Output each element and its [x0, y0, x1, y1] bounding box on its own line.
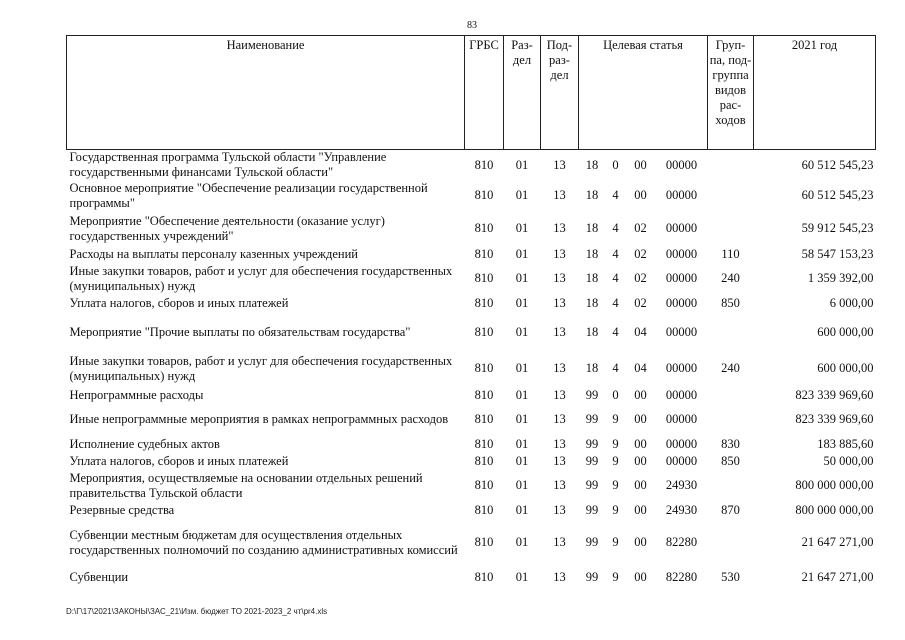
row-podrazdel: 13 [553, 411, 566, 426]
row-razdel: 01 [515, 361, 529, 375]
row-group: 850 [721, 296, 740, 310]
row-name: Основное мероприятие "Обеспечение реализации государственной программы" [69, 180, 428, 210]
row-amount: 600 000,00 [817, 324, 874, 339]
row-name: Мероприятия, осуществляемые на основании отдельных решений правительства Тульской области [69, 470, 423, 500]
row-razdel: 01 [515, 411, 529, 426]
row-t1: 18 [585, 221, 599, 235]
row-razdel: 01 [515, 454, 529, 468]
header-razdel: Раз- дел [504, 36, 541, 150]
row-t3: 02 [634, 221, 647, 235]
row-name: Государственная программа Тульской области "Управление государственными финансами Тульской области" [69, 150, 387, 179]
row-t3: 00 [634, 454, 647, 468]
table-row [67, 351, 876, 386]
row-group [708, 519, 754, 566]
row-razdel: 01 [515, 296, 529, 310]
row-amount: 50 000,00 [823, 454, 874, 468]
row-t1: 18 [585, 247, 599, 261]
row-amount: 21 647 271,00 [801, 570, 874, 584]
row-t1: 99 [585, 570, 599, 584]
row-t4: 82280 [665, 570, 698, 584]
row-grbs: 810 [474, 296, 494, 310]
row-name: Исполнение судебных актов [69, 436, 220, 451]
row-grbs: 810 [474, 324, 494, 339]
row-podrazdel: 13 [553, 361, 566, 375]
row-t4: 00000 [665, 324, 698, 339]
header-grbs: ГРБС [465, 36, 504, 150]
row-t4: 82280 [665, 535, 698, 549]
table-header-row [67, 36, 876, 150]
row-t4: 00000 [665, 188, 698, 202]
header-podrazdel: Под- раз- дел [541, 36, 579, 150]
row-amount: 800 000 000,00 [795, 503, 874, 517]
table-row [67, 263, 876, 294]
row-amount: 823 339 969,60 [795, 387, 874, 402]
row-t4: 00000 [665, 454, 698, 468]
table-body [67, 150, 876, 590]
row-t4: 24930 [665, 478, 698, 492]
row-t4: 00000 [665, 271, 698, 285]
row-t1: 18 [585, 271, 599, 285]
row-t3: 00 [634, 157, 647, 172]
row-name: Субвенции местным бюджетам для осуществления отдельных государственных полномочий по созданию административных комиссий [69, 527, 458, 557]
row-amount: 6 000,00 [829, 296, 874, 310]
row-razdel: 01 [515, 221, 529, 235]
row-razdel: 01 [515, 535, 529, 549]
row-podrazdel: 13 [553, 296, 566, 310]
row-group [708, 211, 754, 246]
row-razdel: 01 [515, 324, 529, 339]
row-grbs: 810 [474, 570, 494, 584]
table-row [67, 434, 876, 454]
row-name: Мероприятие "Прочие выплаты по обязательствам государства" [69, 324, 411, 339]
row-podrazdel: 13 [553, 324, 566, 339]
row-t1: 18 [585, 157, 599, 172]
row-t2: 4 [612, 324, 619, 339]
row-t4: 00000 [665, 247, 698, 261]
row-t3: 02 [634, 271, 647, 285]
row-amount: 60 512 545,23 [801, 188, 874, 202]
table-row [67, 519, 876, 566]
row-t3: 02 [634, 247, 647, 261]
table-row [67, 502, 876, 519]
row-amount: 823 339 969,60 [795, 411, 874, 426]
row-t3: 00 [634, 478, 647, 492]
row-t2: 0 [612, 387, 619, 402]
row-group: 240 [721, 271, 740, 285]
row-t2: 9 [612, 535, 619, 549]
table-row [67, 469, 876, 502]
row-podrazdel: 13 [553, 436, 566, 451]
row-t2: 4 [612, 221, 619, 235]
row-t2: 9 [612, 436, 619, 451]
row-t2: 9 [612, 478, 619, 492]
row-name: Непрограммные расходы [69, 387, 204, 402]
table-row [67, 404, 876, 434]
table-row [67, 294, 876, 313]
row-t1: 18 [585, 324, 599, 339]
file-path: D:\Г\17\2021\ЗАКОНЫ\ЗАС_21\Изм. бюджет ТО 2021-2023_2 чт\pr4.xls [66, 607, 328, 616]
header-expense-group: Груп- па, под- группа видов рас- ходов [708, 36, 754, 150]
row-t2: 4 [612, 271, 619, 285]
row-t2: 9 [612, 411, 619, 426]
header-name: Наименование [67, 36, 465, 150]
row-podrazdel: 13 [553, 454, 566, 468]
row-podrazdel: 13 [553, 503, 566, 517]
row-t4: 00000 [665, 296, 698, 310]
row-name: Расходы на выплаты персоналу казенных учреждений [69, 247, 358, 261]
row-t2: 4 [612, 188, 619, 202]
row-t2: 9 [612, 503, 619, 517]
row-name: Резервные средства [69, 503, 175, 517]
row-grbs: 810 [474, 535, 494, 549]
row-t1: 99 [585, 387, 599, 402]
row-t1: 18 [585, 188, 599, 202]
row-grbs: 810 [474, 454, 494, 468]
row-t1: 18 [585, 361, 599, 375]
header-target-article: Целевая статья [579, 36, 708, 150]
row-group: 850 [721, 454, 740, 468]
table-row [67, 150, 876, 181]
budget-table [66, 35, 876, 589]
row-podrazdel: 13 [553, 387, 566, 402]
row-t2: 0 [612, 157, 619, 172]
row-group: 530 [721, 570, 740, 584]
row-t4: 24930 [665, 503, 698, 517]
row-t1: 99 [585, 503, 599, 517]
row-t2: 4 [612, 296, 619, 310]
row-amount: 59 912 545,23 [801, 221, 874, 235]
row-group: 110 [721, 247, 740, 261]
row-podrazdel: 13 [553, 247, 566, 261]
row-podrazdel: 13 [553, 535, 566, 549]
row-t1: 99 [585, 454, 599, 468]
table-row [67, 211, 876, 246]
row-group: 830 [721, 436, 740, 451]
row-t3: 00 [634, 387, 647, 402]
row-amount: 600 000,00 [817, 361, 874, 375]
row-t4: 00000 [665, 221, 698, 235]
row-amount: 800 000 000,00 [795, 478, 874, 492]
table-row [67, 454, 876, 469]
row-amount: 183 885,60 [817, 436, 874, 451]
row-podrazdel: 13 [553, 271, 566, 285]
row-group [708, 386, 754, 404]
row-grbs: 810 [474, 361, 494, 375]
row-t1: 99 [585, 436, 599, 451]
row-name: Иные непрограммные мероприятия в рамках непрограммных расходов [69, 411, 449, 426]
row-t3: 04 [634, 361, 647, 375]
table-row [67, 386, 876, 404]
row-grbs: 810 [474, 157, 494, 172]
row-t3: 00 [634, 535, 647, 549]
row-grbs: 810 [474, 188, 494, 202]
row-group: 240 [721, 361, 740, 375]
row-t2: 9 [612, 570, 619, 584]
row-t3: 00 [634, 503, 647, 517]
row-amount: 21 647 271,00 [801, 535, 874, 549]
row-razdel: 01 [515, 188, 529, 202]
table-row [67, 180, 876, 211]
row-grbs: 810 [474, 436, 494, 451]
row-podrazdel: 13 [553, 188, 566, 202]
row-name: Уплата налогов, сборов и иных платежей [69, 454, 289, 468]
row-amount: 1 359 392,00 [807, 271, 874, 285]
row-group [708, 313, 754, 351]
row-name: Мероприятие "Обеспечение деятельности (оказание услуг) государственных учреждений" [69, 213, 385, 243]
row-t4: 00000 [665, 361, 698, 375]
row-razdel: 01 [515, 570, 529, 584]
row-group [708, 150, 754, 181]
row-grbs: 810 [474, 387, 494, 402]
row-t1: 99 [585, 535, 599, 549]
row-t3: 00 [634, 570, 647, 584]
row-podrazdel: 13 [553, 478, 566, 492]
row-t4: 00000 [665, 387, 698, 402]
row-group [708, 404, 754, 434]
row-t3: 04 [634, 324, 647, 339]
row-podrazdel: 13 [553, 221, 566, 235]
row-t1: 99 [585, 478, 599, 492]
row-t3: 00 [634, 436, 647, 451]
row-t3: 00 [634, 188, 647, 202]
row-razdel: 01 [515, 271, 529, 285]
row-amount: 60 512 545,23 [801, 157, 874, 172]
row-name: Иные закупки товаров, работ и услуг для обеспечения государственных (муниципальных) нужд [69, 263, 453, 293]
row-t1: 99 [585, 411, 599, 426]
row-amount: 58 547 153,23 [801, 247, 874, 261]
row-t2: 4 [612, 247, 619, 261]
row-grbs: 810 [474, 503, 494, 517]
row-name: Иные закупки товаров, работ и услуг для обеспечения государственных (муниципальных) нужд [69, 353, 453, 383]
row-podrazdel: 13 [553, 570, 566, 584]
page-number: 83 [467, 20, 477, 31]
row-grbs: 810 [474, 271, 494, 285]
row-name: Субвенции [69, 570, 129, 584]
row-name: Уплата налогов, сборов и иных платежей [69, 296, 289, 310]
row-grbs: 810 [474, 247, 494, 261]
row-t4: 00000 [665, 157, 698, 172]
table-row [67, 246, 876, 263]
row-t3: 00 [634, 411, 647, 426]
row-grbs: 810 [474, 221, 494, 235]
row-t2: 9 [612, 454, 619, 468]
table-row [67, 313, 876, 351]
row-grbs: 810 [474, 478, 494, 492]
row-t4: 00000 [665, 436, 698, 451]
row-group: 870 [721, 503, 740, 517]
row-razdel: 01 [515, 478, 529, 492]
row-t2: 4 [612, 361, 619, 375]
row-t3: 02 [634, 296, 647, 310]
table-row [67, 566, 876, 589]
row-razdel: 01 [515, 247, 529, 261]
row-group [708, 180, 754, 211]
row-razdel: 01 [515, 157, 529, 172]
row-razdel: 01 [515, 503, 529, 517]
row-razdel: 01 [515, 436, 529, 451]
row-podrazdel: 13 [553, 157, 566, 172]
row-group [708, 469, 754, 502]
row-t1: 18 [585, 296, 599, 310]
row-t4: 00000 [665, 411, 698, 426]
header-year: 2021 год [754, 36, 876, 150]
row-razdel: 01 [515, 387, 529, 402]
row-grbs: 810 [474, 411, 494, 426]
